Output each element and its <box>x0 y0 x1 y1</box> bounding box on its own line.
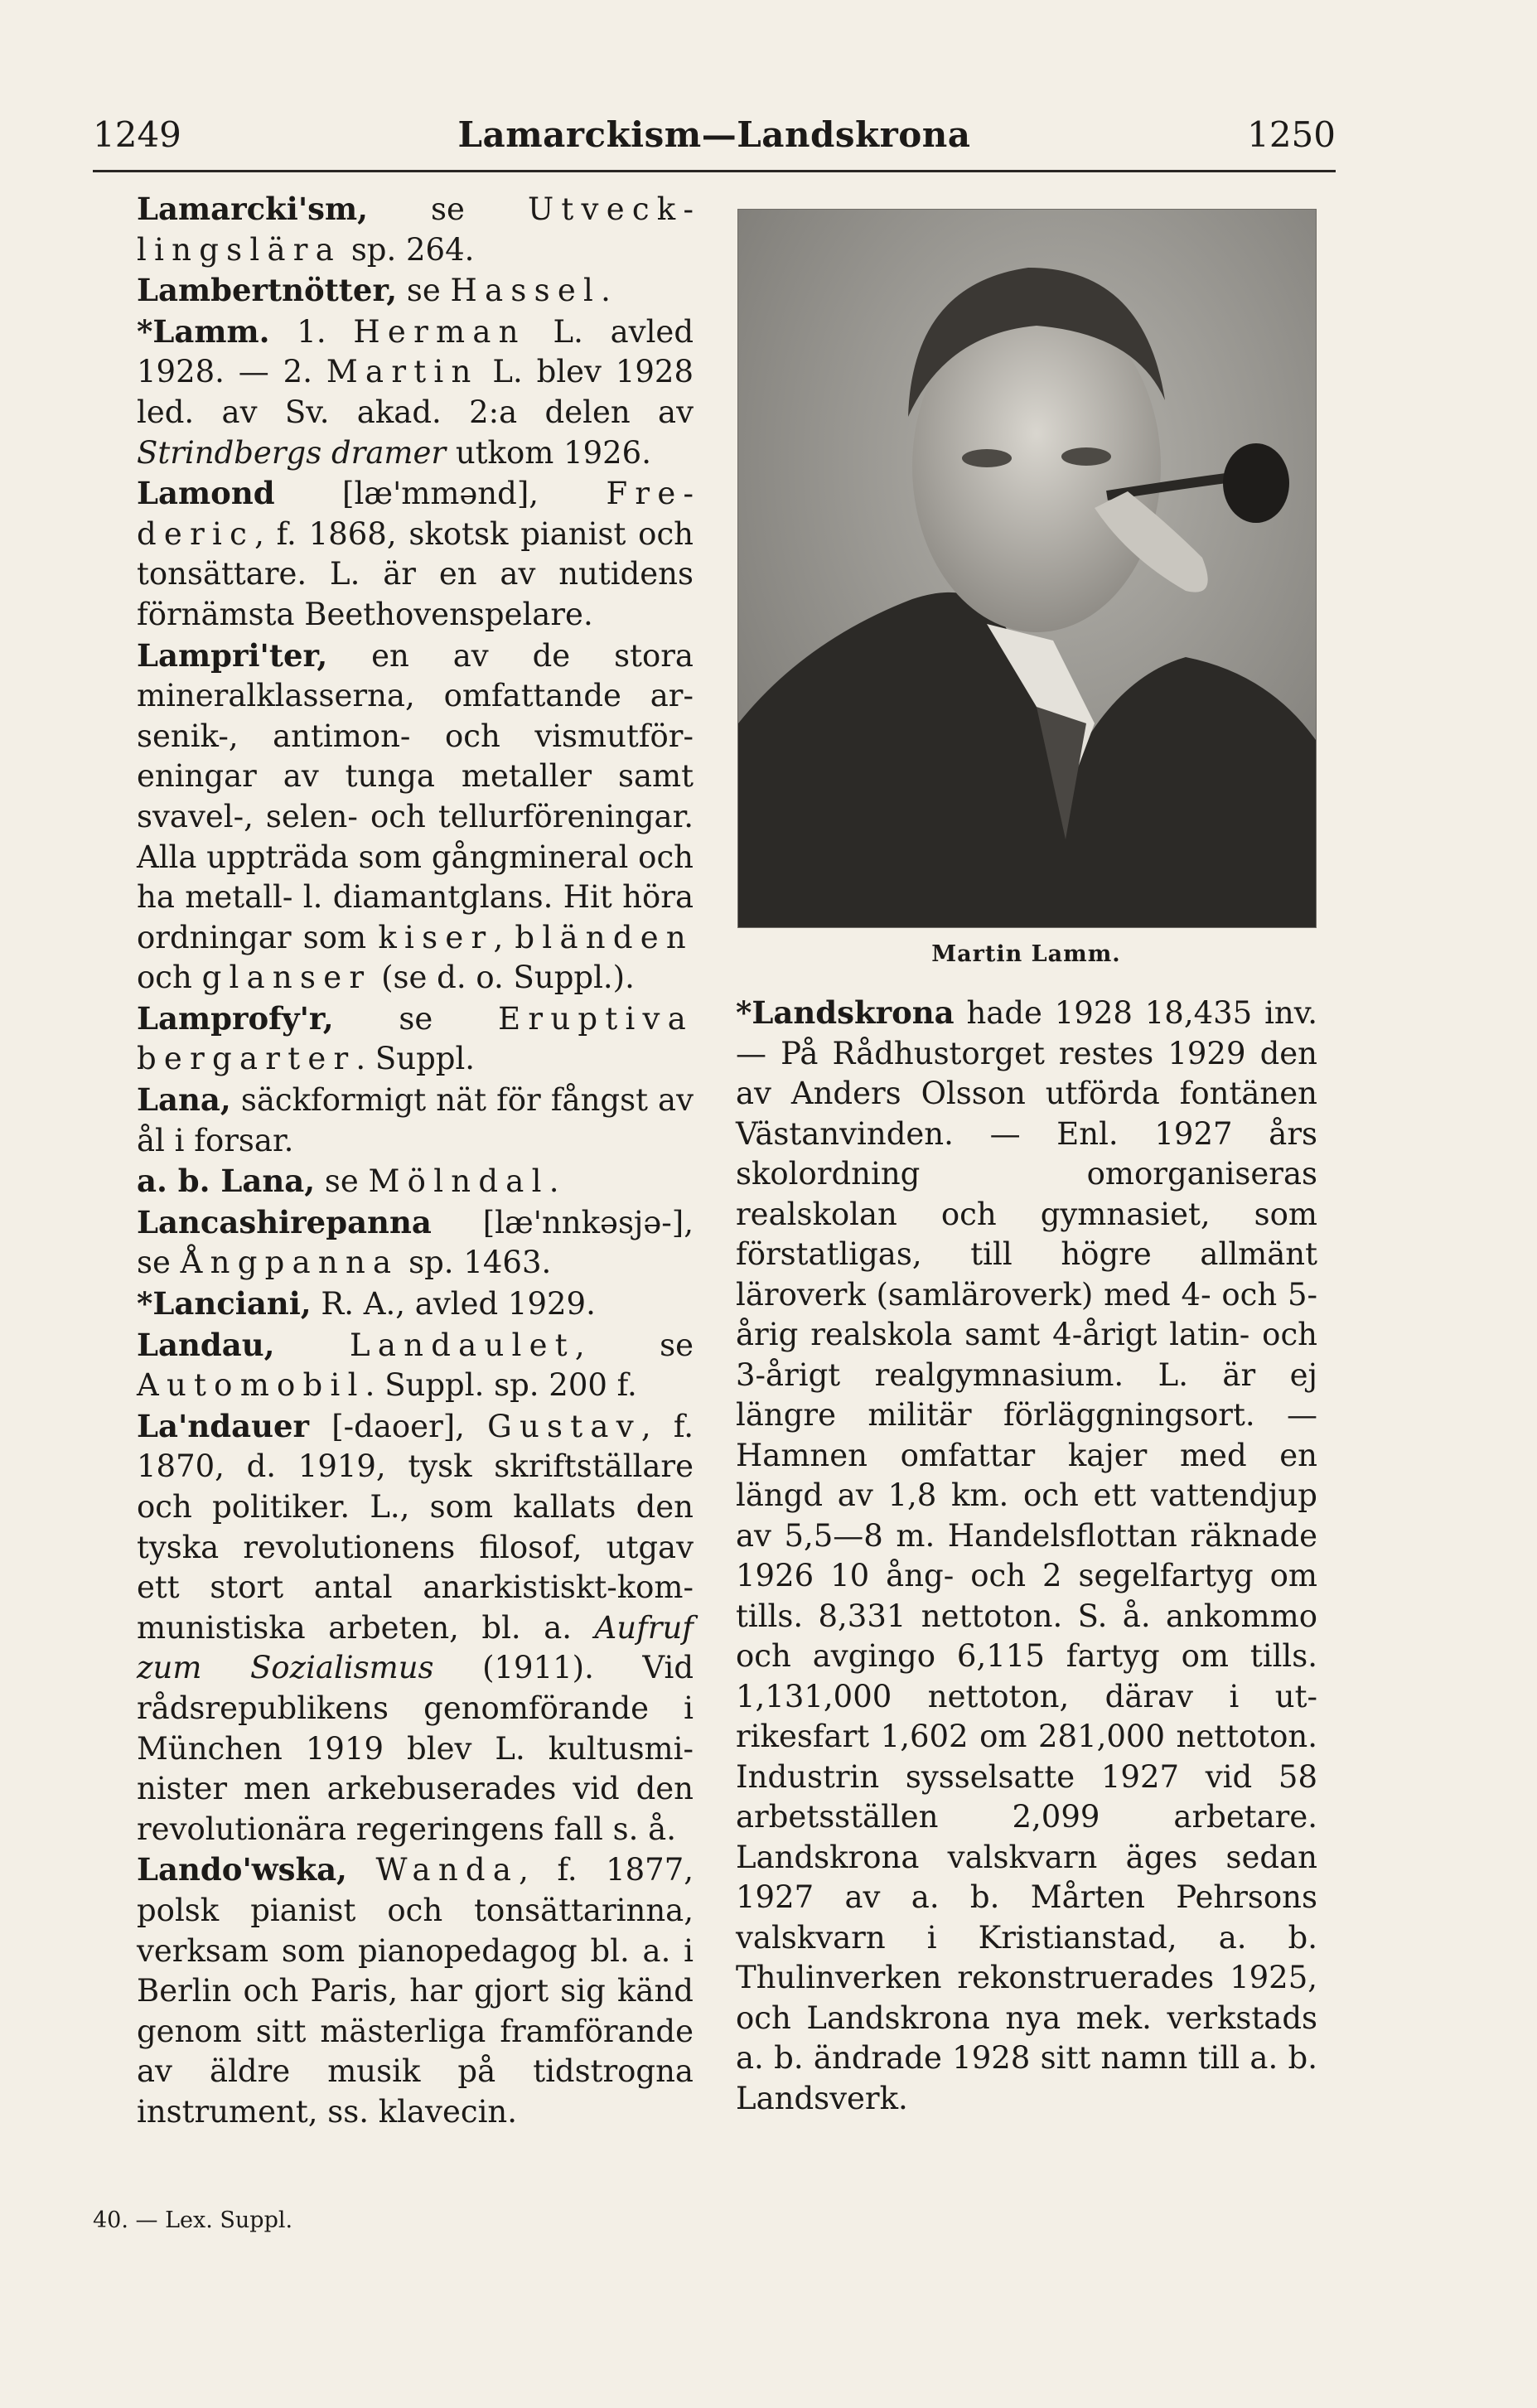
entry-text <box>275 1327 350 1363</box>
entry-text: , f. 1877, polsk pianist och tonsättarinna, verksam som pianopedagog bl. a. i Berlin och Paris, har gjort sig känd genom sitt mästerliga framförande av äldre musik på tidstrogna instrument, ss. klavecin. <box>137 1852 694 2130</box>
entry-text: se <box>315 1163 369 1200</box>
entry-text: se <box>333 1000 499 1037</box>
dictionary-entry <box>137 998 694 1080</box>
entry-text: glanser <box>201 960 372 996</box>
entry-headword: Lambertnötter, <box>137 272 398 309</box>
entry-text: se <box>368 191 528 227</box>
entry-text: Herman <box>353 313 526 350</box>
entry-text: , se <box>574 1327 694 1363</box>
entry-text: sp. 264. <box>341 231 475 268</box>
entry-headword: Lamarcki'sm, <box>137 191 369 227</box>
page-footer: 40. — Lex. Suppl. <box>93 2207 293 2233</box>
page-title: Lamarckism—Landskrona <box>457 114 971 155</box>
entry-text: se <box>397 273 451 309</box>
entry-headword: Lampri'ter, <box>137 636 328 674</box>
entry-text: Martin <box>326 354 479 390</box>
entry-text: . Suppl. sp. 200 f. <box>365 1367 637 1404</box>
entry-text: kiser <box>378 919 494 955</box>
entry-headword: *Lamm. <box>137 312 270 350</box>
dictionary-entry <box>137 189 694 270</box>
entry-text: Automobil <box>137 1367 365 1404</box>
entry-text: [-daoer], <box>309 1408 488 1444</box>
entry-text: . <box>601 273 611 309</box>
entry-headword: Lancashirepanna <box>137 1203 432 1240</box>
dictionary-entry <box>137 1161 694 1202</box>
dictionary-entry <box>137 1850 694 2132</box>
running-header <box>93 106 1336 164</box>
dictionary-entry <box>736 993 1317 2119</box>
entry-headword: Lando'wska, <box>137 1851 347 1888</box>
dictionary-entry <box>137 1080 694 1161</box>
entry-text: [læ'mmənd], <box>274 476 607 512</box>
entry-text: och <box>137 960 202 996</box>
entry-headword: a. b. Lana, <box>137 1163 316 1200</box>
entry-text: Frederic <box>137 476 694 552</box>
entry-text <box>347 1852 376 1888</box>
entry-headword: *Lanciani, <box>137 1285 312 1322</box>
entry-text: , f. 1868, skotsk pianist och tonsättare. L. är en av nutidens förnämsta Beethovenspelare. <box>137 515 694 632</box>
entry-text: , f. 1870, d. 1919, tysk skriftställare och politiker. L., som kallats den tyska revolutionens filosof, utgav ett stort antal anarkistiskt-kommunistiska arbeten, bl. a. <box>137 1408 694 1646</box>
entry-text: Wanda <box>375 1852 520 1888</box>
portrait-photo <box>737 209 1317 928</box>
entry-text: , <box>493 919 515 955</box>
right-column <box>736 993 1317 2119</box>
left-column <box>137 189 694 2133</box>
entry-headword: Landau, <box>137 1326 275 1363</box>
entry-text: utkom 1926. <box>446 434 651 471</box>
dictionary-entry <box>137 1406 694 1850</box>
entry-text: Hassel <box>450 273 602 309</box>
entry-text: Strindbergs dramer <box>137 434 447 471</box>
dictionary-entry <box>137 636 694 998</box>
entry-text: sp. 1463. <box>399 1245 552 1281</box>
entry-text: Ångpanna <box>180 1245 399 1281</box>
entry-text: . Suppl. <box>355 1041 476 1077</box>
entry-headword: Lana, <box>137 1081 231 1119</box>
entry-text: Aufruf zum Sozialismus <box>137 1609 694 1686</box>
left-page-number: 1249 <box>93 114 181 155</box>
entry-text: Mölndal <box>368 1163 549 1200</box>
entry-headword: Lamond <box>137 475 275 512</box>
dictionary-entry <box>137 473 694 635</box>
dictionary-entry <box>137 1325 694 1406</box>
right-page-number: 1250 <box>1247 114 1336 155</box>
entry-headword: *Landskrona <box>736 994 955 1031</box>
entry-text: Gustav <box>487 1408 641 1444</box>
entry-text: hade 1928 18,435 inv. — På Rådhustorget restes 1929 den av Anders Olsson utförda fontänen Västanvinden. — Enl. 1927 års skolordning omorganiseras realskolan och gymnasiet, som förstatligas, till högre allmänt läroverk (samläroverk) med 4- och 5-årig realskola samt 4-årigt latin- och 3-årigt realgymnasium. L. är ej längre militär förläggningsort. — Hamnen omfattar kajer med en längd av 1,8 km. och ett vattendjup av 5,5—8 m. Handelsflottan räknade 1926 10 ång- och 2 segelfartyg om tills. 8,331 nettoton. S. å. ankommo och avgingo 6,115 fartyg om tills. 1,131,000 nettoton, därav i utrikesfart 1,602 om 281,000 nettoton. Industrin sysselsatte 1927 vid 58 arbetsställen 2,099 arbetare. Landskrona valskvarn äges sedan 1927 av a. b. Mårten Pehrsons valskvarn i Kristianstad, a. b. Thulinverken rekonstruerades 1925, och Landskrona nya mek. verkstads a. b. ändrade 1928 sitt namn till a. b. Landsverk. <box>736 995 1317 2116</box>
entry-text: säckformigt nät för fångst av ål i forsar. <box>137 1082 694 1158</box>
dictionary-entry <box>137 312 694 473</box>
entry-text: R. A., avled 1929. <box>311 1286 596 1322</box>
entry-text: en av de stora mineralklasserna, omfattande arsenik-, antimon- och vismutföreningar av tunga metaller samt svavel-, selen- och tellurföreningar. Alla uppträda som gångmineral och ha metall- l. diamantglans. Hit höra ordningar som <box>137 637 694 955</box>
entry-text: Landaulet <box>350 1327 575 1363</box>
entry-text: L. avled 1928. — 2. <box>137 313 694 390</box>
entry-text: . <box>549 1163 559 1200</box>
entry-text: bländen <box>515 919 694 955</box>
photo-caption: Martin Lamm. <box>931 941 1121 967</box>
entry-text: (1911). Vid rådsrepublikens genomförande i München 1919 blev L. kultusminister men arkebuserades vid den revolutionära regeringens fall s. å. <box>137 1650 694 1847</box>
entry-text: (se d. o. Suppl.). <box>371 960 635 996</box>
dictionary-entry <box>137 1202 694 1284</box>
entry-text: [læ'nnkəsjə-], se <box>137 1204 694 1281</box>
header-rule <box>93 170 1336 172</box>
entry-text: L. blev 1928 led. av Sv. akad. 2:a delen av <box>137 354 694 430</box>
entry-headword: Lamprofy'r, <box>137 999 334 1037</box>
entry-headword: La'ndauer <box>137 1407 309 1444</box>
dictionary-entry <box>137 270 694 312</box>
entry-text: Eruptiva bergarter <box>137 1000 694 1077</box>
entry-text: 1. <box>269 313 354 350</box>
dictionary-entry <box>137 1284 694 1325</box>
entry-text: Utvecklingslära <box>137 191 694 268</box>
